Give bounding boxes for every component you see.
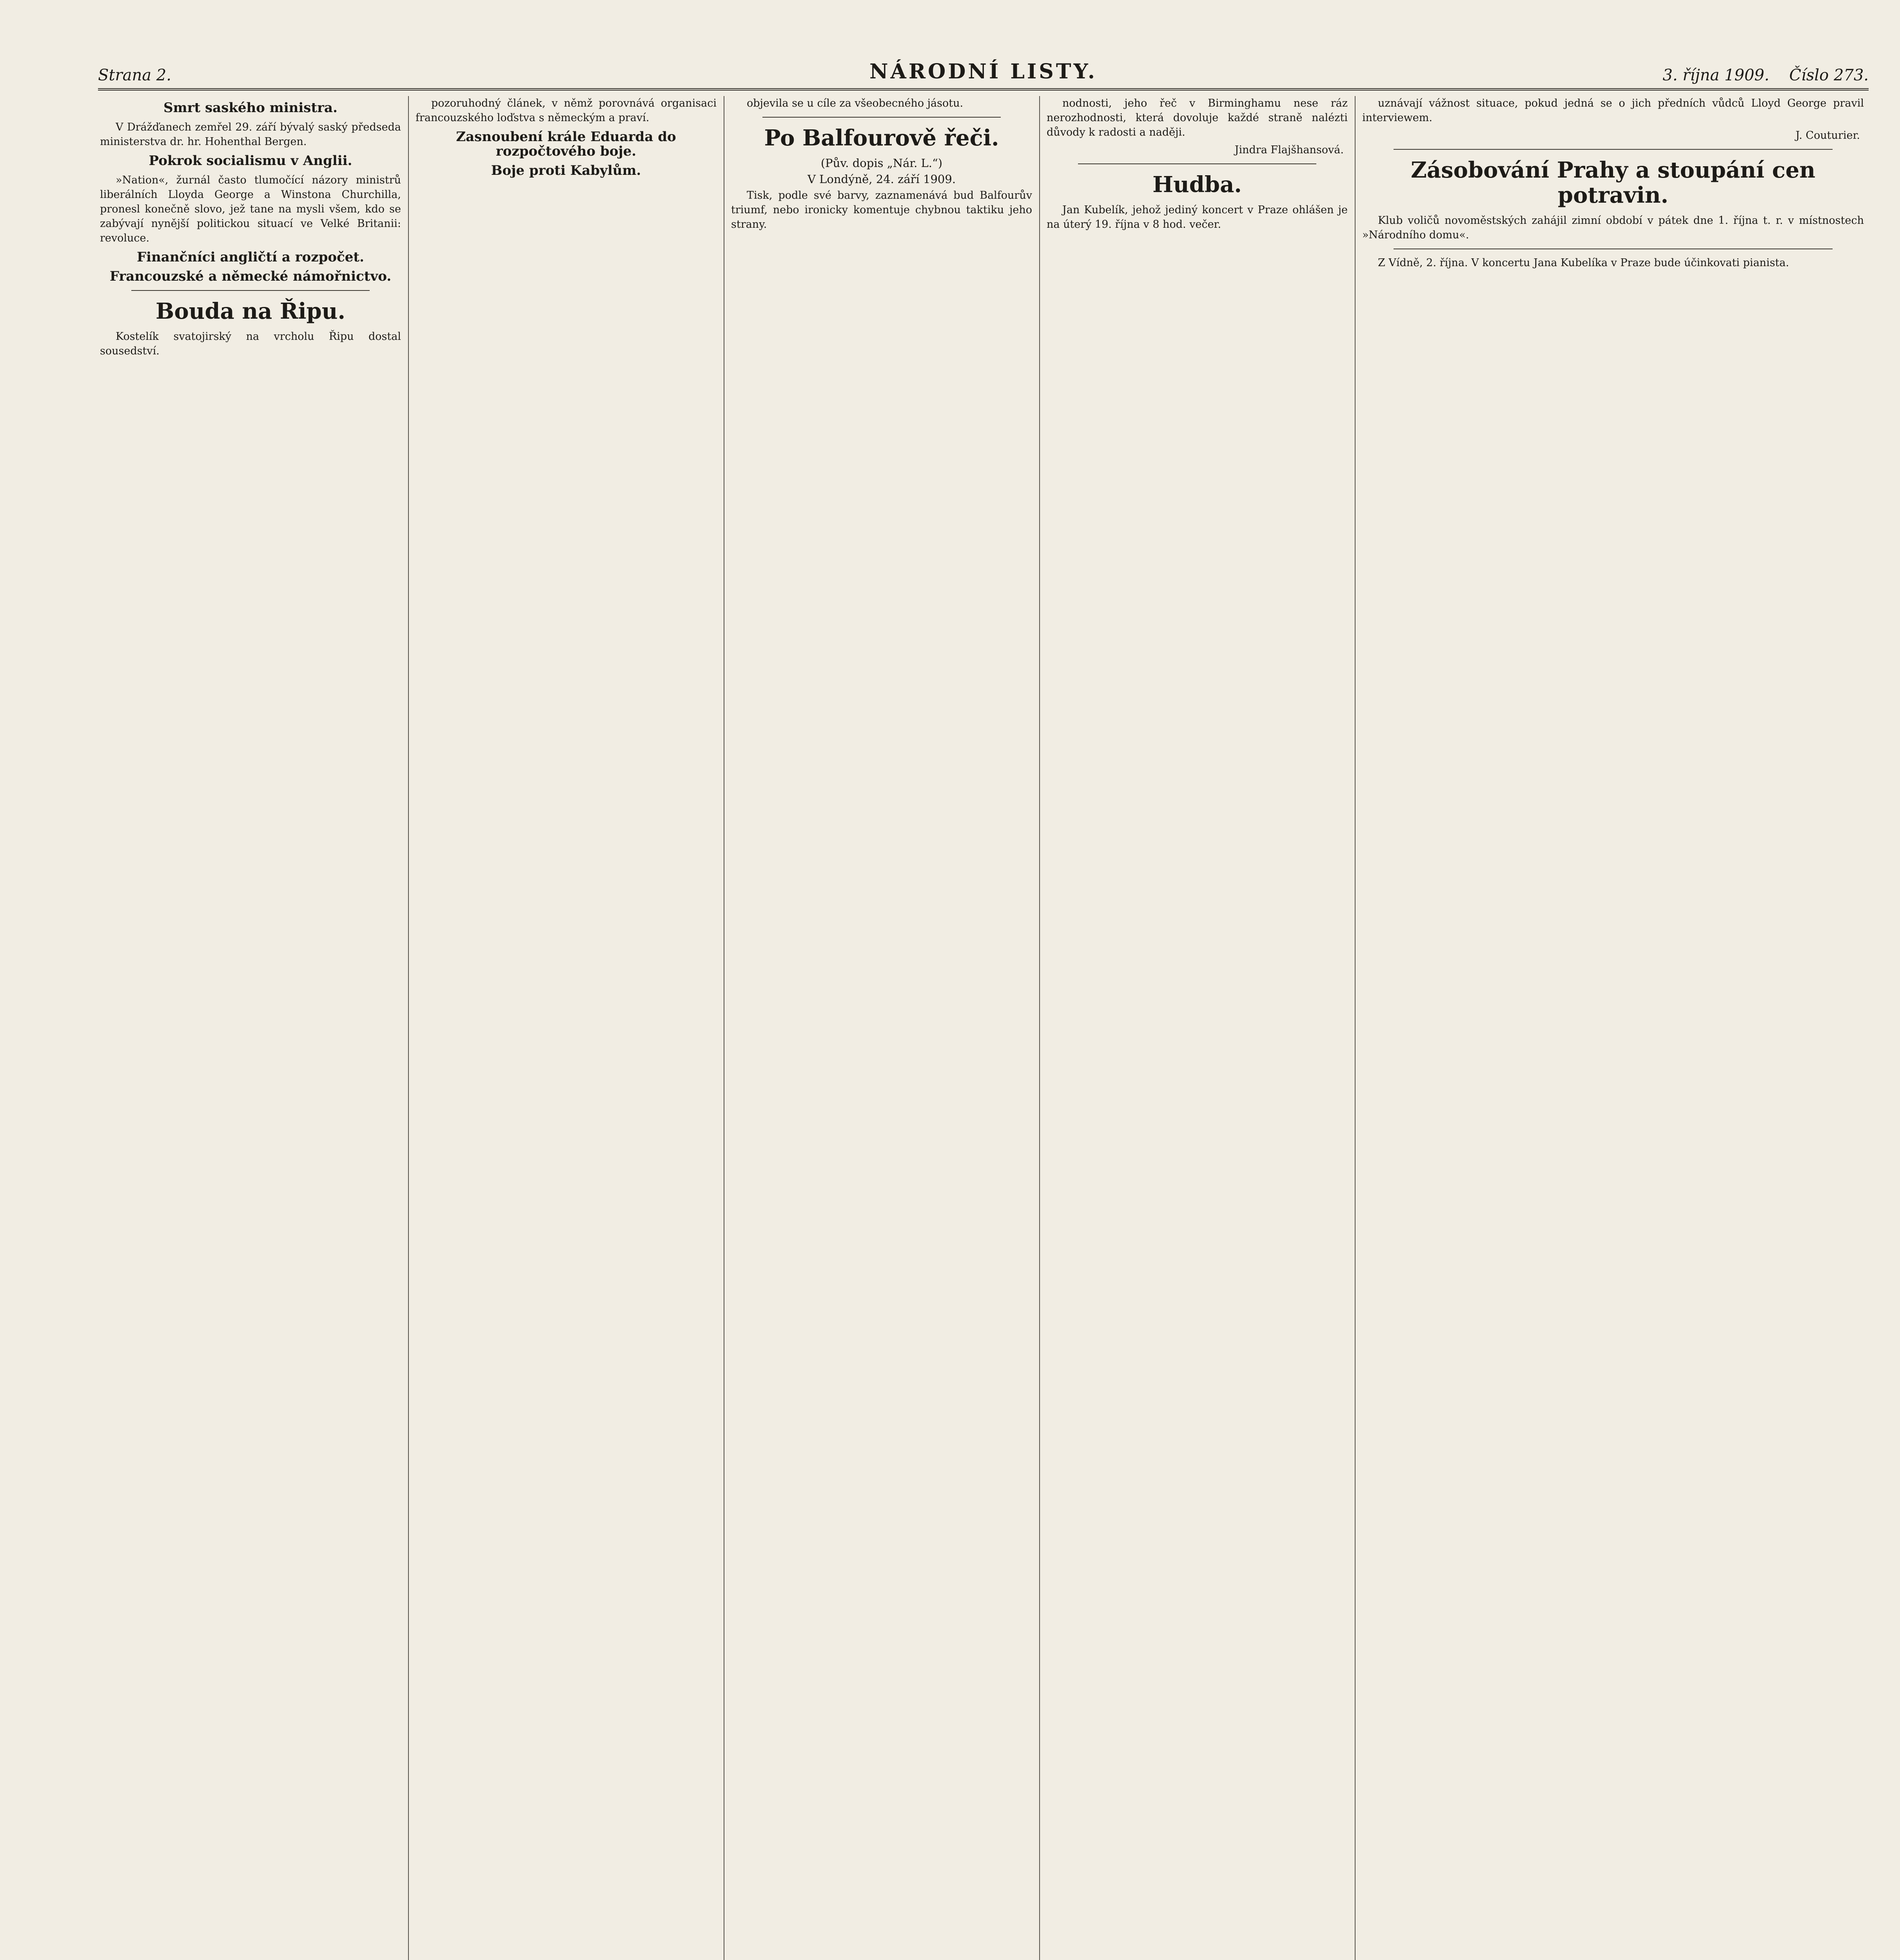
article-text-uznavaji: uznávají vážnost situace, pokud jedná se o jich předních vůdců Lloyd George pravil interviewem. — [1362, 97, 1864, 124]
article-text-zvidne: Z Vídně, 2. října. V koncertu Jana Kubelíka v Praze bude účinkovati pianista. — [1378, 257, 1789, 269]
article-text-pozoruhodny: pozoruhodný článek, v němž porovnává organisaci francouzského loďstva s německým a praví. — [416, 97, 717, 124]
article-text-hudba: Jan Kubelík, jehož jediný koncert v Praze ohlášen je na úterý 19. října v 8 hod. večer. — [1047, 204, 1348, 230]
page-header — [98, 55, 1869, 91]
article-text-smrt: V Drážďanech zemřel 29. září bývalý saský předseda ministerstva dr. hr. Hohenthal Bergen. — [100, 121, 401, 148]
article-heading-namornictvo: Francouzské a německé námořnictvo. — [109, 269, 392, 284]
column-3 — [731, 96, 1032, 1960]
issue-date: 3. října 1909. — [1662, 66, 1769, 84]
article-text-objevila: objevila se u cíle za všeobecného jásotu. — [747, 97, 964, 109]
author-signature: Jindra Flajšhansová. — [1234, 144, 1344, 156]
article-text-nodnosti: nodnosti, jeho řeč v Birminghamu nese ráz nerozhodnosti, která dovoluje každé straně nalézti důvody k radosti a naději. — [1047, 97, 1348, 138]
column-rule — [408, 96, 409, 1960]
column-5 — [1362, 96, 1864, 1960]
article-title-zasobovani: Zásobování Prahy a stoupání cen potravin. — [1410, 157, 1816, 208]
column-2 — [416, 96, 717, 1960]
article-heading-eduard: Zasnoubení krále Eduarda do rozpočtového boje. — [456, 129, 676, 159]
divider — [1394, 149, 1833, 150]
masthead: NÁRODNÍ LISTY. — [869, 60, 1098, 83]
article-text-socialismus: »Nation«, žurnál často tlumočící názory ministrů liberálních Lloyda George a Winstona Churchilla, pronesl konečně slovo, jež tane na mysli všem, kdo se zabývají nynější politickou situací ve Velké Britanii: revoluce. — [100, 174, 401, 244]
issue-number: Číslo 273. — [1789, 66, 1869, 84]
divider — [1078, 163, 1316, 164]
place-date: V Londýně, 24. září 1909. — [807, 172, 956, 186]
dateline: (Pův. dopis „Nár. L.“) — [820, 156, 943, 170]
article-heading-smrt: Smrt saského ministra. — [163, 100, 338, 116]
page-number: Strana 2. — [98, 66, 171, 84]
column-rule — [1039, 96, 1040, 1960]
article-heading-kabylove: Boje proti Kabylům. — [491, 163, 641, 178]
divider — [762, 117, 1001, 118]
feuilleton-text: Kostelík svatojirský na vrcholu Řipu dostal sousedství. — [100, 330, 401, 357]
feuilleton-title: Bouda na Řipu. — [155, 298, 345, 324]
article-text-balfour: Tisk, podle své barvy, zaznamenává bud Balfourův triumf, nebo ironicky komentuje chybnou taktiku jeho strany. — [731, 189, 1032, 230]
column-4 — [1047, 96, 1348, 1960]
article-title-balfour: Po Balfourově řeči. — [764, 125, 999, 151]
section-title-hudba: Hudba. — [1152, 172, 1242, 198]
column-1 — [100, 96, 401, 1960]
article-heading-socialismus: Pokrok socialismu v Anglii. — [149, 153, 352, 169]
article-text-zasobovani: Klub voličů novoměstských zahájil zimní období v pátek dne 1. října t. r. v místnostech »Národního domu«. — [1362, 214, 1864, 241]
divider — [131, 290, 370, 291]
column-rule — [1355, 96, 1356, 1960]
article-heading-financnici: Finančníci angličtí a rozpočet. — [137, 249, 364, 265]
author-signature: J. Couturier. — [1795, 129, 1860, 142]
